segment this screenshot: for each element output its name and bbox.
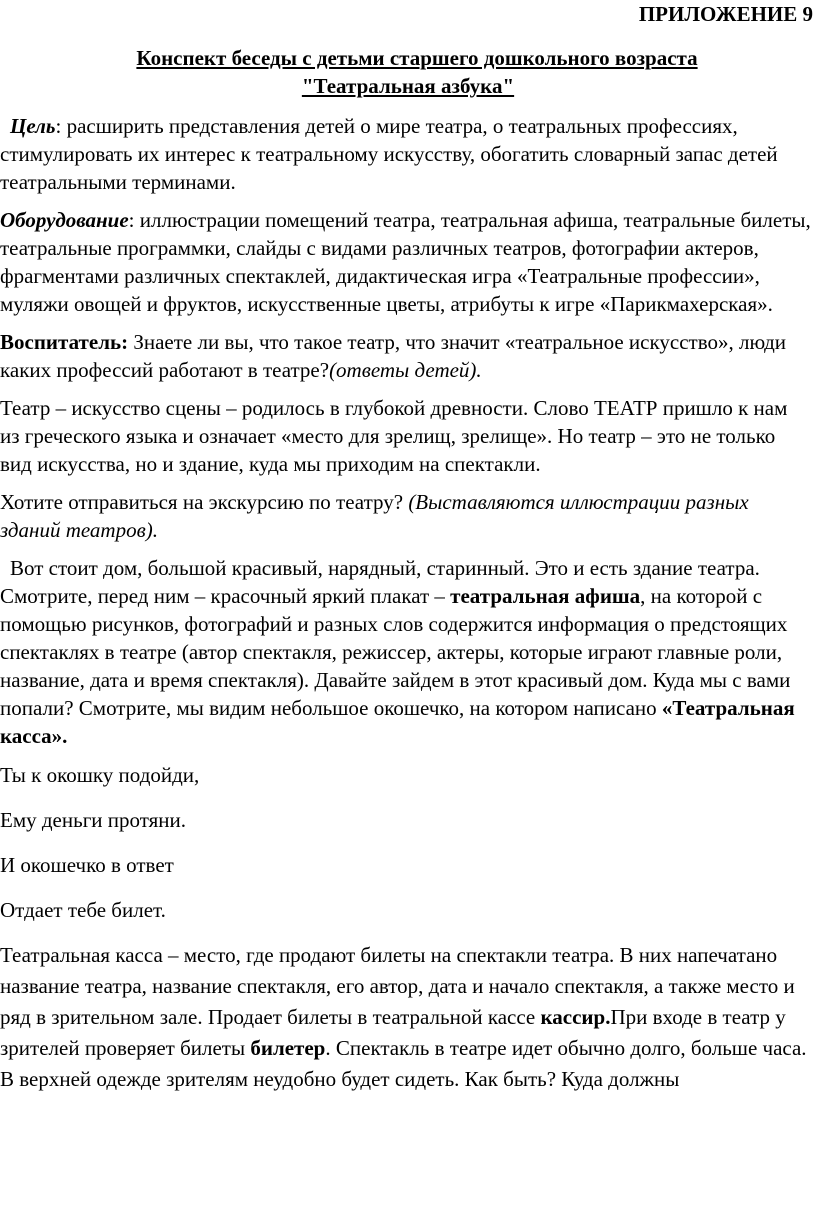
box-office-text-2: При входе в театр у зрителей проверяет билеты <box>0 1005 786 1060</box>
equipment-label: Оборудование <box>0 208 129 232</box>
teacher-label: Воспитатель: <box>0 330 129 354</box>
excursion-text: Хотите отправиться на экскурсию по театру? <box>0 490 409 514</box>
goal-text: : расширить представления детей о мире театра, о театральных профессиях, стимулировать их интерес к театральному искусству, обогатить словарный запас детей театральными терминами. <box>0 114 778 194</box>
box-office-text-3: . Спектакль в театре идет обычно долго, больше часа. В верхней одежде зрителям неудобно будет сидеть. Как быть? Куда должны <box>0 1036 807 1091</box>
box-office-bold-2: билетер <box>250 1036 326 1060</box>
excursion-note: (Выставляются иллюстрации разных зданий театров). <box>0 490 749 542</box>
theatre-paragraph: Театр – искусство сцены – родилось в глубокой древности. Слово ТЕАТР пришло к нам из греческого языка и означает «место для зрелищ, зрелище». Но театр – это не только вид искусства, но и здание, куда мы приходим на спектакли. <box>0 396 788 476</box>
house-text-1: Вот стоит дом, большой красивый, нарядный, старинный. Это и есть здание театра. Смотрите, перед ним – красочный яркий плакат – <box>0 556 760 608</box>
box-office-text-1: Театральная касса – место, где продают билеты на спектакли театра. В них напечатано название театра, название спектакля, его автор, дата и начало спектакля, а также место и ряд в зрительном зале. Продает билеты в театральной кассе <box>0 943 795 1029</box>
equipment-paragraph <box>0 206 812 318</box>
goal-paragraph <box>0 112 812 196</box>
teacher-paragraph <box>0 328 812 384</box>
poem-line: Ему деньги протяни. <box>0 808 187 832</box>
goal-label: Цель <box>10 114 56 138</box>
equipment-text: : иллюстрации помещений театра, театральная афиша, театральные билеты, театральные программки, слайды с видами различных театров, фотографии актеров, фрагментами различных спектаклей, дидактическая игра «Театральные профессии», муляжи овощей и фруктов, искусственные цветы, атрибуты к игре «Парикмахерская». <box>0 208 811 316</box>
teacher-note: (ответы детей). <box>329 358 482 382</box>
poem-line: И окошечко в ответ <box>0 853 174 877</box>
house-text-2: , на которой с помощью рисунков, фотографий и разных слов содержится информация о предстоящих спектаклях в театре (автор спектакля, режиссер, актеры, которые играют главные роли, название, дата и время спектакля). Давайте зайдем в этот красивый дом. Куда мы с вами попали? Смотрите, мы видим небольшое окошечко, на котором написано <box>0 584 791 720</box>
excursion-paragraph <box>0 488 812 544</box>
poem-line: Отдает тебе билет. <box>0 898 166 922</box>
teacher-text: Знаете ли вы, что такое театр, что значит «театральное искусство», люди каких профессий работают в театре? <box>0 330 786 382</box>
document-title <box>0 44 816 100</box>
poem-line: Ты к окошку подойди, <box>0 763 200 787</box>
box-office-paragraph <box>0 940 812 1095</box>
house-bold-2: «Театральная касса». <box>0 696 795 748</box>
title-line-1: Конспект беседы с детьми старшего дошкольного возраста <box>136 46 698 70</box>
appendix-label: ПРИЛОЖЕНИЕ 9 <box>638 2 813 26</box>
document-body <box>0 112 812 1105</box>
house-paragraph <box>0 554 812 750</box>
box-office-bold-1: кассир. <box>540 1005 611 1029</box>
title-line-2: "Театральная азбука" <box>301 74 515 98</box>
house-bold-1: театральная афиша <box>450 584 641 608</box>
